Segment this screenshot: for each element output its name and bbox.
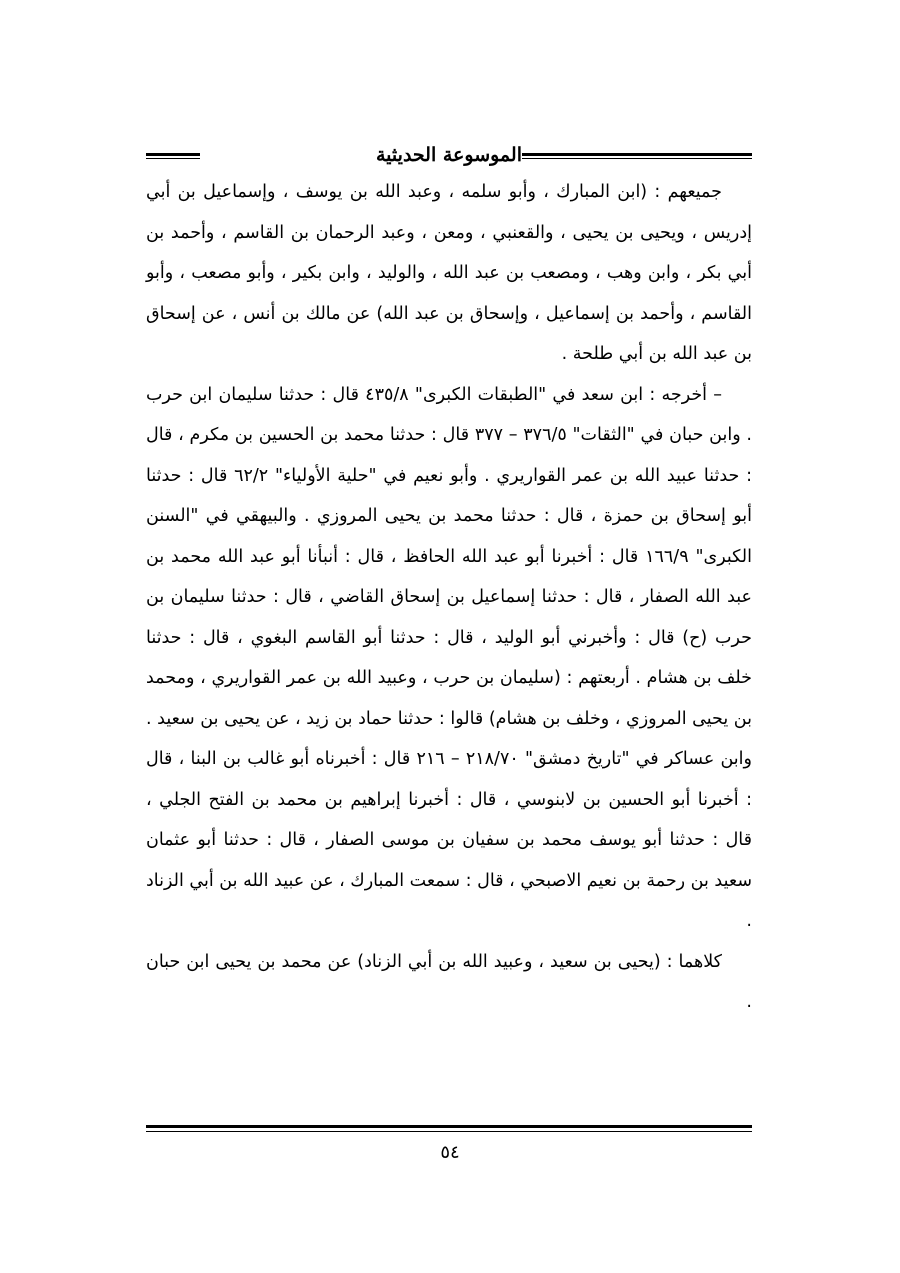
paragraph-3: كلاهما : (يحيى بن سعيد ، وعبيد الله بن أبي الزناد) عن محمد بن يحيى ابن حبان . [146, 951, 752, 1012]
paragraph-1: جميعهم : (ابن المبارك ، وأبو سلمه ، وعبد الله بن يوسف ، وإسماعيل بن أبي إدريس ، ويحيى بن يحيى ، والقعنبي ، ومعن ، وعبد الرحمان بن القاسم ، وأحمد بن أبي بكر ، وابن وهب ، ومصعب بن عبد الله ، والوليد ، وابن بكير ، وأبو مصعب ، وأبو القاسم ، وأحمد بن إسماعيل ، وإسحاق بن عبد الله) عن مالك بن أنس ، عن إسحاق بن عبد الله بن أبي طلحة . [146, 182, 752, 364]
header-rule-right-thick [522, 153, 752, 156]
running-header [146, 140, 752, 174]
page-number: ٥٤ [440, 1142, 460, 1163]
footer-rule-thick [146, 1125, 752, 1128]
paragraph-2: – أخرجه : ابن سعد في "الطبقات الكبرى" ٤٣٥/٨ قال : حدثنا سليمان ابن حرب . وابن حبان في "الثقات" ٣٧٦/٥ – ٣٧٧ قال : حدثنا محمد بن الحسين بن مكرم ، قال : حدثنا عبيد الله بن عمر القواريري . وأبو نعيم في "حلية الأولياء" ٦٢/٢ قال : حدثنا أبو إسحاق بن حمزة ، قال : حدثنا محمد بن يحيى المروزي . والبيهقي في "السنن الكبرى" ١٦٦/٩ قال : أخبرنا أبو عبد الله الحافظ ، قال : أنبأنا أبو عبد الله محمد بن عبد الله الصفار ، قال : حدثنا إسماعيل بن إسحاق القاضي ، قال : حدثنا سليمان بن حرب (ح) قال : وأخبرني أبو الوليد ، قال : حدثنا أبو القاسم البغوي ، قال : حدثنا خلف بن هشام . أربعتهم : (سليمان بن حرب ، وعبيد الله بن عمر القواريري ، ومحمد بن يحيى المروزي ، وخلف بن هشام) قالوا : حدثنا حماد بن زيد ، عن يحيى بن سعيد . وابن عساكر في "تاريخ دمشق" ٢١٨/٧٠ – ٢١٦ قال : أخبرناه أبو غالب بن البنا ، قال : أخبرنا أبو الحسين بن لابنوسي ، قال : أخبرنا إبراهيم بن محمد بن الفتح الجلي ، قال : حدثنا أبو يوسف محمد بن سفيان بن موسى الصفار ، قال : حدثنا أبو عثمان سعيد بن رحمة بن نعيم الاصبحي ، قال : سمعت المبارك ، عن عبيد الله بن أبي الزناد . [146, 384, 753, 931]
header-rule-right-thin [522, 158, 752, 159]
text-body [146, 172, 752, 1023]
header-rule-left-thin [146, 158, 200, 159]
footer-rule-thin [146, 1131, 752, 1132]
header-title: الموسوعة الحديثية [376, 144, 522, 166]
header-rule-left-thick [146, 153, 200, 156]
